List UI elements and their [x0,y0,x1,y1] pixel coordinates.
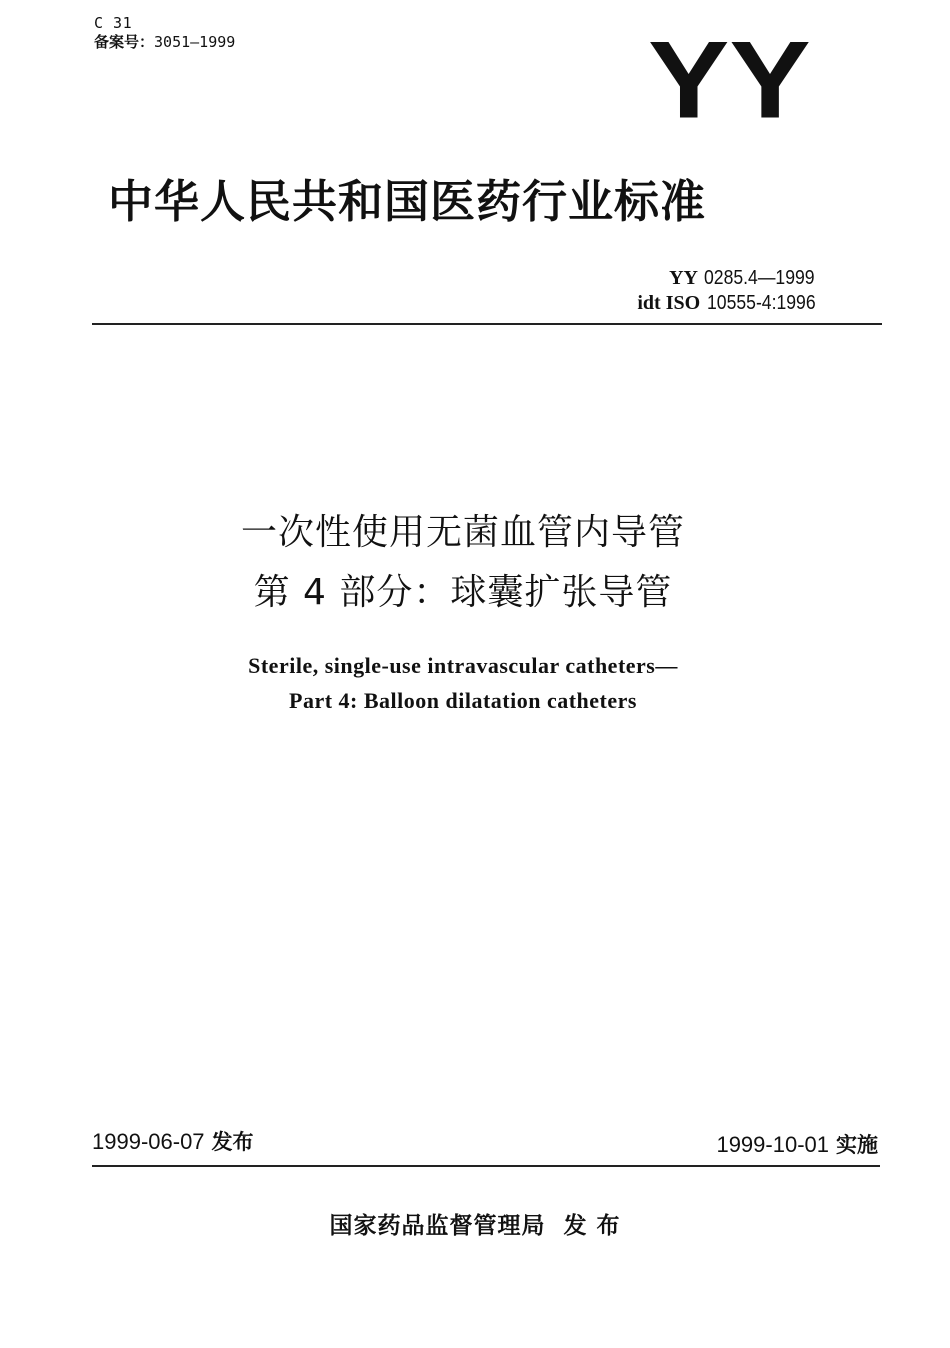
iso-prefix: idt ISO [637,292,701,314]
code-prefix: YY [669,267,698,289]
record-number [94,33,235,51]
bottom-divider [92,1165,880,1167]
code-value: 0285.4—1999 [704,267,815,289]
iso-value: 10555-4:1996 [706,292,816,314]
issuer [0,1211,950,1241]
title-en-line1: Sterile, single-use intravascular catheters— [248,653,678,678]
implementation-date-value: 1999-10-01 [716,1132,829,1157]
classification-code: C 31 [94,14,133,32]
issue-label: 发布 [211,1130,254,1154]
implementation-date [716,1131,878,1160]
issue-date [92,1128,254,1157]
standard-heading: 中华人民共和国医药行业标准 [108,175,707,228]
issue-date-value: 1999-06-07 [92,1129,205,1154]
title-zh-line1: 一次性使用无菌血管内导管 [240,512,685,553]
implementation-label: 实施 [836,1133,878,1157]
issuer-name: 国家药品监督管理局 [329,1213,546,1239]
yy-logo: YY [648,18,811,141]
standard-code-line1 [637,265,830,290]
issuer-action: 发 布 [563,1213,621,1239]
standard-code-line2 [637,290,830,315]
standard-code [637,265,830,315]
record-value: 3051—1999 [154,33,236,51]
record-label: 备案号： [94,33,155,51]
top-divider [92,323,882,325]
title-zh-line2: 第 4 部分：球囊扩张导管 [253,572,673,613]
title-en-line2: Part 4: Balloon dilatation catheters [289,688,637,713]
